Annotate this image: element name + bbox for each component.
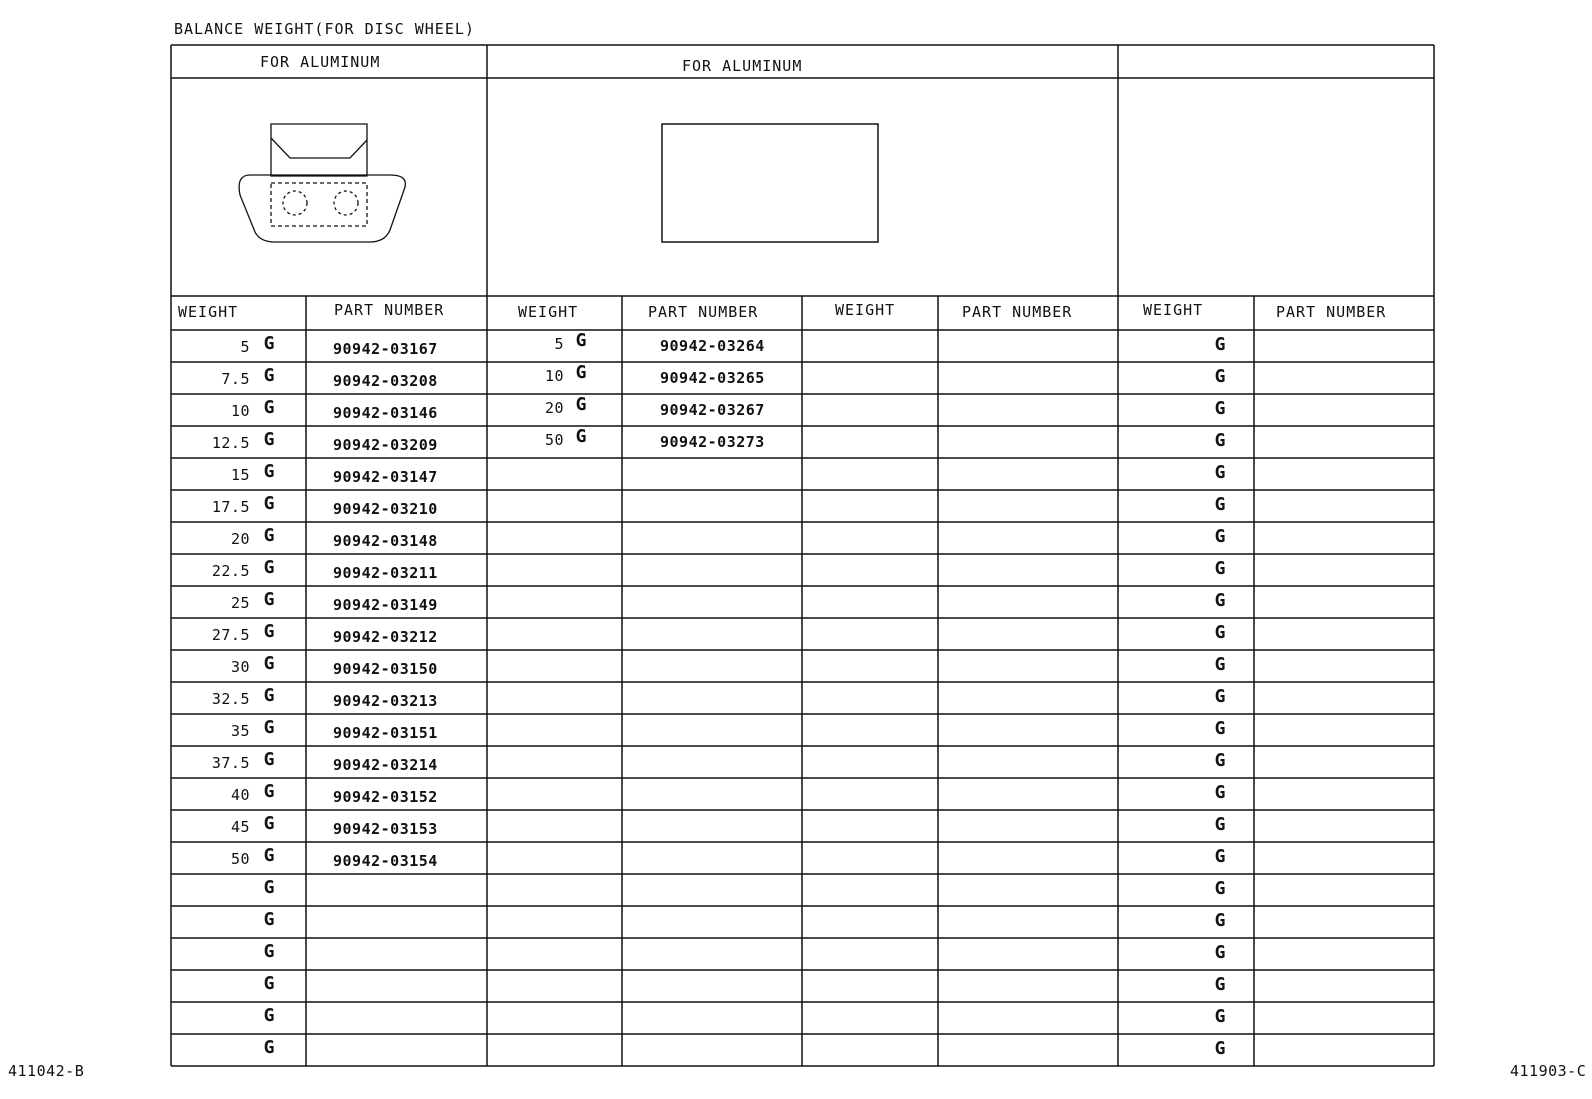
weight-unit: G [1214,750,1226,771]
weight-value: 50 [230,850,250,868]
part-number: 90942-03214 [333,756,438,774]
weight-value: 37.5 [211,754,250,772]
part-number: 90942-03213 [333,692,438,710]
weight-unit: G [1214,398,1226,419]
weight-unit: G [1214,366,1226,387]
weight-unit: G [263,1005,275,1026]
weight-unit: G [263,781,275,802]
weight-value: 15 [230,466,250,484]
weight-unit: G [1214,654,1226,675]
weight-value: 25 [230,594,250,612]
weight-unit: G [263,589,275,610]
weight-unit: G [575,362,587,383]
col-header-weight: WEIGHT [835,301,896,319]
weight-value: 10 [544,367,564,385]
weight-unit: G [263,557,275,578]
weight-unit: G [1214,494,1226,515]
part-number: 90942-03209 [333,436,438,454]
part-number: 90942-03154 [333,852,438,870]
part-number: 90942-03149 [333,596,438,614]
part-number: 90942-03146 [333,404,438,422]
weight-unit: G [1214,526,1226,547]
weight-unit: G [263,493,275,514]
weight-value: 27.5 [211,626,250,644]
weight-value: 7.5 [221,370,250,388]
weight-unit: G [263,813,275,834]
weight-unit: G [1214,1006,1226,1027]
weight-unit: G [263,653,275,674]
weight-unit: G [575,426,587,447]
weight-value: 50 [544,431,564,449]
weight-unit: G [263,525,275,546]
group-header-1: FOR ALUMINUM [260,53,381,71]
part-number: 90942-03152 [333,788,438,806]
weight-unit: G [1214,462,1226,483]
weight-unit: G [263,973,275,994]
weight-value: 20 [230,530,250,548]
weight-unit: G [263,877,275,898]
col-header-weight: WEIGHT [1143,301,1204,319]
weight-unit: G [1214,1038,1226,1059]
part-number: 90942-03210 [333,500,438,518]
part-number: 90942-03264 [660,337,765,355]
col-header-part-number: PART NUMBER [1276,303,1387,321]
part-number: 90942-03208 [333,372,438,390]
weight-value: 30 [230,658,250,676]
group-header-2: FOR ALUMINUM [682,57,803,75]
weight-unit: G [263,845,275,866]
weight-unit: G [1214,590,1226,611]
weight-value: 5 [554,335,564,353]
weight-value: 17.5 [211,498,250,516]
weight-unit: G [575,330,587,351]
weight-unit: G [1214,942,1226,963]
weight-unit: G [1214,430,1226,451]
clip-on-weight-illustration [239,124,405,242]
weight-unit: G [263,717,275,738]
weight-unit: G [1214,334,1226,355]
part-number: 90942-03212 [333,628,438,646]
weight-unit: G [1214,846,1226,867]
weight-unit: G [263,1037,275,1058]
part-number: 90942-03153 [333,820,438,838]
weight-unit: G [1214,782,1226,803]
page-title: BALANCE WEIGHT(FOR DISC WHEEL) [174,20,475,38]
weight-unit: G [263,685,275,706]
weight-unit: G [1214,878,1226,899]
weight-unit: G [263,909,275,930]
weight-unit: G [263,621,275,642]
part-number: 90942-03273 [660,433,765,451]
weight-value: 45 [230,818,250,836]
weight-unit: G [263,397,275,418]
weight-unit: G [1214,686,1226,707]
weight-unit: G [1214,910,1226,931]
weight-value: 5 [240,338,250,356]
weight-unit: G [263,365,275,386]
part-number: 90942-03167 [333,340,438,358]
adhesive-weight-illustration [662,124,878,242]
weight-unit: G [263,333,275,354]
col-header-part-number: PART NUMBER [334,301,445,319]
weight-value: 12.5 [211,434,250,452]
col-header-weight: WEIGHT [178,303,239,321]
weight-value: 10 [230,402,250,420]
col-header-part-number: PART NUMBER [648,303,759,321]
weight-unit: G [575,394,587,415]
weight-unit: G [263,749,275,770]
part-number: 90942-03265 [660,369,765,387]
weight-value: 40 [230,786,250,804]
weight-unit: G [1214,718,1226,739]
figure-code-right: 411903-C [1510,1062,1587,1080]
part-number: 90942-03211 [333,564,438,582]
weight-unit: G [1214,558,1226,579]
part-number: 90942-03147 [333,468,438,486]
weight-unit: G [263,461,275,482]
weight-value: 20 [544,399,564,417]
part-number: 90942-03267 [660,401,765,419]
part-number: 90942-03151 [333,724,438,742]
figure-code-left: 411042-B [8,1062,85,1080]
weight-value: 32.5 [211,690,250,708]
col-header-part-number: PART NUMBER [962,303,1073,321]
weight-value: 22.5 [211,562,250,580]
weight-unit: G [1214,814,1226,835]
weight-unit: G [263,941,275,962]
weight-unit: G [1214,974,1226,995]
weight-value: 35 [230,722,250,740]
part-number: 90942-03148 [333,532,438,550]
col-header-weight: WEIGHT [518,303,579,321]
part-number: 90942-03150 [333,660,438,678]
weight-unit: G [263,429,275,450]
weight-unit: G [1214,622,1226,643]
